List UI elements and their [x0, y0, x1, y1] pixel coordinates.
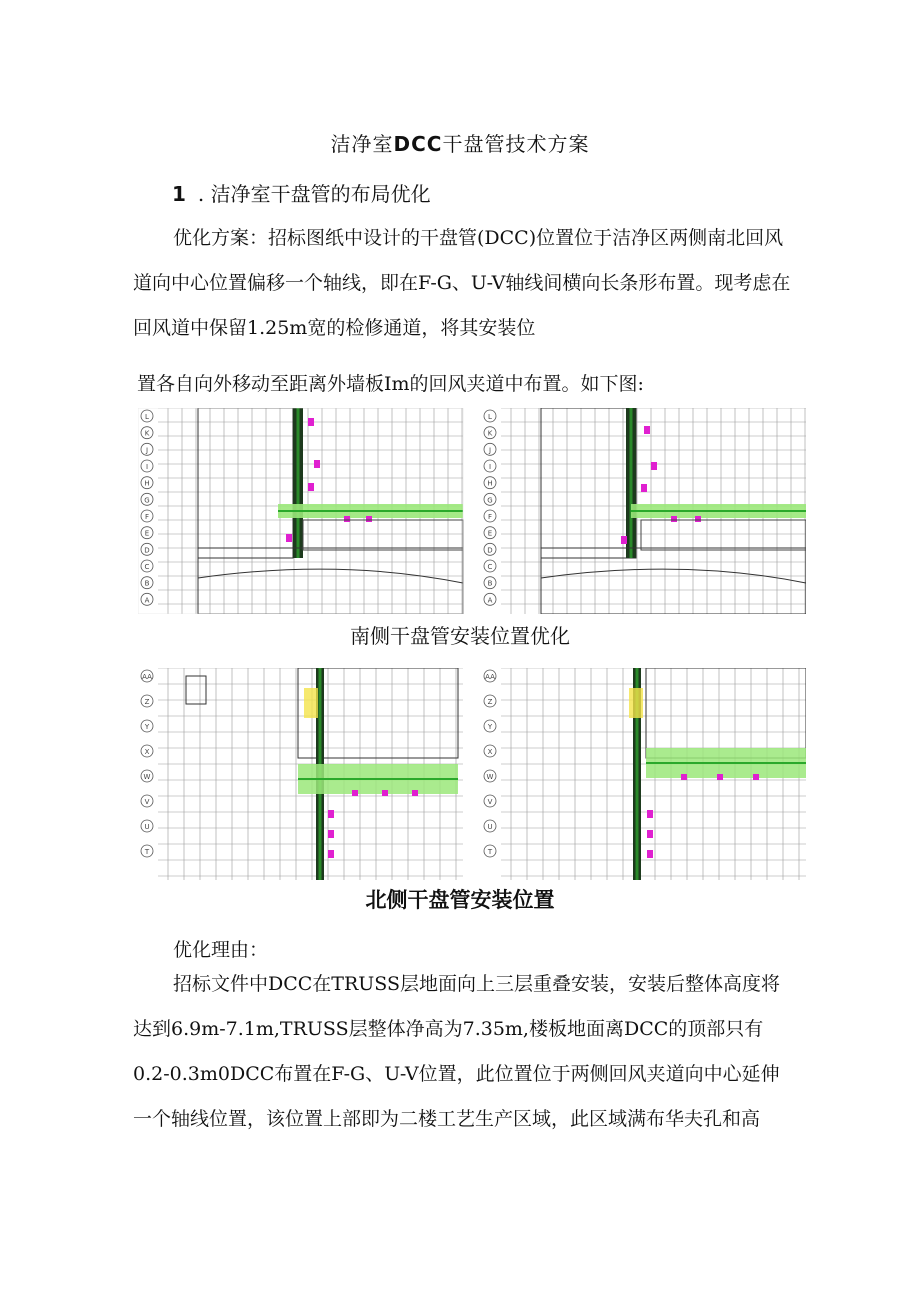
- axis-label: E: [144, 529, 150, 538]
- axis-label: X: [144, 748, 150, 756]
- paragraph-optimization: 优化方案：招标图纸中设计的干盘管(DCC)位置位于洁净区两侧南北回风道向中心位置偏移一个轴线，即在F-G、U-V轴线间横向长条形布置。现考虑在回风道中保留1.25m宽的检修通道，将其安装位: [133, 227, 791, 339]
- axis-label: Z: [144, 698, 150, 706]
- axis-label: B: [144, 579, 150, 588]
- figure2-caption: 北侧干盘管安装位置: [365, 888, 555, 912]
- axis-label: G: [144, 496, 150, 505]
- axis-label: Y: [144, 723, 150, 731]
- axis-label: V: [144, 798, 150, 806]
- axis-label: U: [487, 823, 493, 831]
- axis-label: J: [488, 446, 492, 455]
- axis-label: A: [144, 596, 150, 605]
- axis-label: X: [487, 748, 493, 756]
- section-heading: [172, 178, 431, 207]
- axis-label: J: [145, 446, 149, 455]
- axis-label: Y: [487, 723, 493, 731]
- axis-label: V: [487, 798, 493, 806]
- axis-label: AA: [485, 673, 495, 681]
- north-dcc-drawing: [138, 668, 806, 880]
- axis-label: L: [488, 413, 492, 421]
- axis-label: F: [487, 513, 493, 521]
- axis-label: I: [145, 463, 149, 471]
- axis-label: H: [144, 479, 150, 488]
- axis-label: T: [144, 848, 150, 856]
- axis-label: G: [487, 496, 493, 505]
- axis-label: T: [487, 848, 493, 856]
- south-dcc-drawing: [138, 408, 806, 614]
- axis-label: U: [144, 823, 150, 831]
- axis-label: C: [144, 563, 150, 571]
- page-title: 洁净室DCC干盘管技术方案: [330, 132, 590, 156]
- section-number: 1: [172, 182, 186, 206]
- paragraph-optimization-cont: 置各自向外移动至距离外墙板Im的回风夹道中布置。如下图:: [137, 373, 644, 395]
- axis-label: F: [144, 513, 150, 521]
- axis-label: K: [144, 429, 150, 438]
- axis-label: K: [487, 429, 493, 438]
- axis-label: C: [487, 563, 493, 571]
- axis-label: Z: [487, 698, 493, 706]
- axis-label: H: [487, 479, 493, 488]
- paragraph-reason-body: 招标文件中DCC在TRUSS层地面向上三层重叠安装，安装后整体高度将达到6.9m-7.1m,TRUSS层整体净高为7.35m,楼板地面离DCC的顶部只有0.2-0.3m0DCC布置在F-G、U-V位置，此位置位于两侧回风夹道向中心延伸一个轴线位置，该位置上部即为二楼工艺生产区域，此区域满布华夫孔和高: [133, 973, 780, 1130]
- axis-label: D: [487, 546, 493, 555]
- axis-label: A: [487, 596, 493, 605]
- paragraph-reason-heading: 优化理由：: [173, 939, 269, 961]
- axis-label: B: [487, 579, 493, 588]
- axis-label: W: [486, 773, 494, 781]
- axis-label: AA: [142, 673, 152, 681]
- axis-label: I: [488, 463, 492, 471]
- axis-label: E: [487, 529, 493, 538]
- section-heading-text: . 洁净室干盘管的布局优化: [197, 182, 431, 206]
- axis-label: W: [143, 773, 151, 781]
- axis-label: L: [145, 413, 149, 421]
- figure1-caption: 南侧干盘管安装位置优化: [350, 624, 570, 648]
- axis-label: D: [144, 546, 150, 555]
